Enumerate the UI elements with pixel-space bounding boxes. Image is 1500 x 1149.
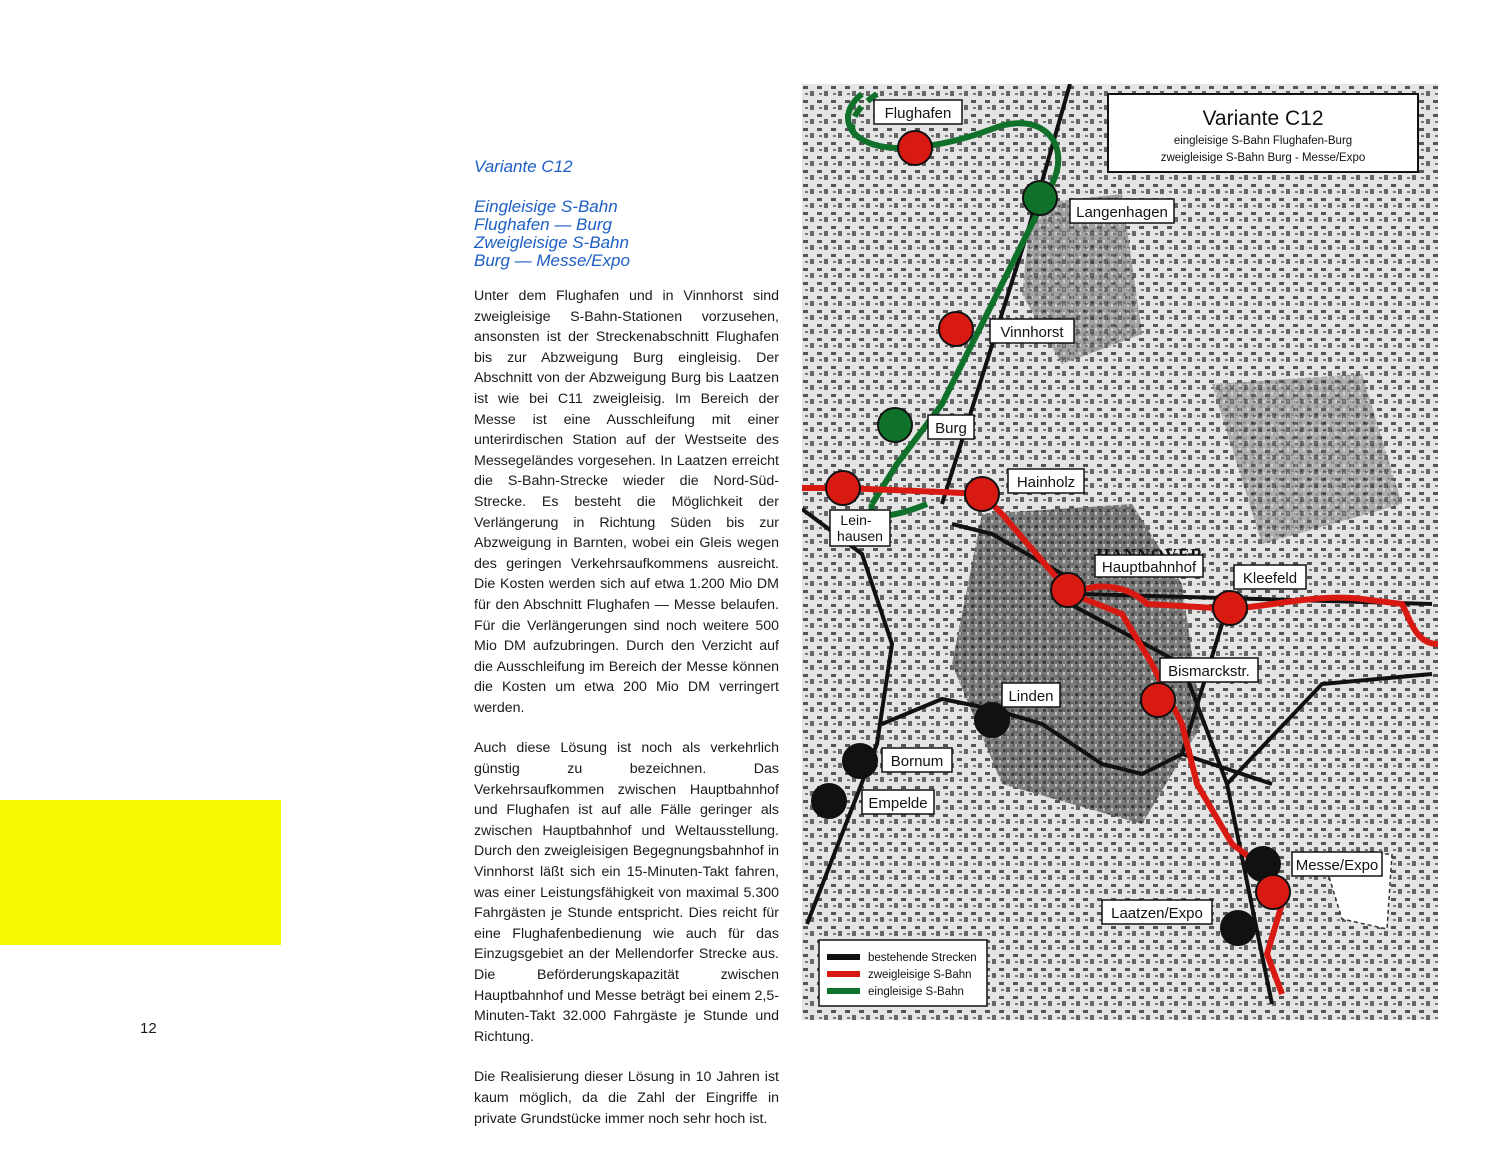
station-label-linden: Linden	[1008, 688, 1054, 705]
station-marker-laatzen	[1221, 911, 1255, 945]
station-marker-hauptbahnhof	[1051, 573, 1085, 607]
station-marker-burg	[878, 408, 912, 442]
route-map	[802, 84, 1438, 1020]
station-marker-flughafen	[898, 131, 932, 165]
station-marker-empelde	[812, 784, 846, 818]
station-label-flughafen: Flughafen	[884, 105, 952, 122]
station-label-bismarckstr: Bismarckstr.	[1168, 663, 1250, 680]
paragraph: Auch diese Lösung ist noch als verkehrlich günstig zu bezeichnen. Das Verkehrsaufkommen zwischen Hauptbahnhof und Flughafen ist auf alle Fälle geringer als zwischen Hauptbahnhof und Weltausstellung. Durch den zweigleisigen Begegnungsbahnhof in Vinnhorst läßt sich ein 15-Minuten-Takt fahren, was einer Leistungsfähigkeit von maximal 5.300 Fahrgästen je Stunde entspricht. Dies reicht für eine Flughafenbedienung wie auch für das Einzugsgebiet an der Mellendorfer Strecke aus. Die Beförderungskapazität zwischen Hauptbahnhof und Messe beträgt bei einem 2,5-Minuten-Takt 32.000 Fahrgäste je Stunde und Richtung.	[474, 740, 779, 1045]
station-label-messe-expo: Messe/Expo	[1295, 857, 1379, 874]
station-label-burg: Burg	[935, 420, 967, 437]
station-label-kleefeld: Kleefeld	[1242, 570, 1298, 587]
station-marker-linden	[975, 703, 1009, 737]
station-label-hauptbahnhof: Hauptbahnhof	[1101, 559, 1197, 576]
legend-label: eingleisige S-Bahn	[868, 986, 964, 998]
station-marker-hainholz	[965, 477, 999, 511]
station-label-laatzen-expo: Laatzen/Expo	[1111, 905, 1203, 922]
section-title: Variante C12	[474, 157, 573, 176]
station-marker-vinnhorst	[939, 312, 973, 346]
legend-label: zweigleisige S-Bahn	[868, 969, 972, 981]
map-subtitle: eingleisige S-Bahn Flughafen-Burg	[1173, 135, 1353, 147]
subtitle-line: Burg — Messe/Expo	[474, 251, 630, 270]
station-marker-kleefeld	[1213, 591, 1247, 625]
subtitle-line: Flughafen — Burg	[474, 215, 612, 234]
station-marker-bismarckstr	[1141, 683, 1175, 717]
station-label-vinnhorst: Vinnhorst	[1000, 324, 1064, 341]
subtitle-line: Eingleisige S-Bahn	[474, 197, 618, 216]
station-label-leinhausen: hausen	[837, 528, 883, 544]
paragraph: Die Realisierung dieser Lösung in 10 Jahren ist kaum möglich, da die Zahl der Eingriffe in private Grundstücke immer noch sehr hoch ist.	[474, 1069, 779, 1127]
yellow-color-block	[0, 800, 281, 945]
station-label-empelde: Empelde	[868, 795, 928, 812]
station-label-langenhagen: Langenhagen	[1076, 204, 1168, 221]
body-text	[474, 286, 779, 1129]
station-label-leinhausen: Lein-	[840, 512, 872, 528]
paragraph: Unter dem Flughafen und in Vinnhorst sind zweigleisige S-Bahn-Stationen vorzusehen, ansonsten ist der Streckenabschnitt Flughafen bis zur Abzweigung Burg eingleisig. Der Abschnitt von der Abzweigung Burg bis Laatzen ist wie bei C11 zweigleisig. Im Bereich der Messe ist eine Ausschleifung mit einer unterirdischen Station auf der Westseite des Messegeländes vorgesehen. In Laatzen erreicht die S-Bahn-Strecke wieder die Nord-Süd-Strecke. Es besteht die Möglichkeit der Verlängerung in Richtung Süden bis zur Abzweigung in Barnten, wobei ein Gleis wegen des geringen Verkehrsaufkommens ausreicht. Die Kosten werden sich auf etwa 1.200 Mio DM für den Abschnitt Flughafen — Messe belaufen. Für die Verlängerungen sind noch weitere 500 Mio DM aufzubringen. Durch den Verzicht auf die Ausschleifung im Bereich der Messe können die Kosten um etwa 200 Mio DM verringert werden.	[474, 288, 779, 716]
station-label-hainholz: Hainholz	[1016, 474, 1076, 491]
station-marker-bornum	[843, 744, 877, 778]
legend-label: bestehende Strecken	[868, 952, 977, 964]
station-label-bornum: Bornum	[890, 753, 944, 770]
map-subtitle: zweigleisige S-Bahn Burg - Messe/Expo	[1160, 152, 1366, 164]
station-marker-messe-expo	[1256, 875, 1290, 909]
station-marker-langenhagen	[1023, 181, 1057, 215]
subtitle-line: Zweigleisige S-Bahn	[474, 233, 629, 252]
map-title: Variante C12	[1202, 107, 1324, 130]
text-column	[474, 158, 779, 1149]
page-number: 12	[140, 1020, 157, 1037]
map-legend	[819, 940, 987, 1006]
station-marker-leinhausen	[826, 471, 860, 505]
section-subtitle	[474, 198, 779, 270]
